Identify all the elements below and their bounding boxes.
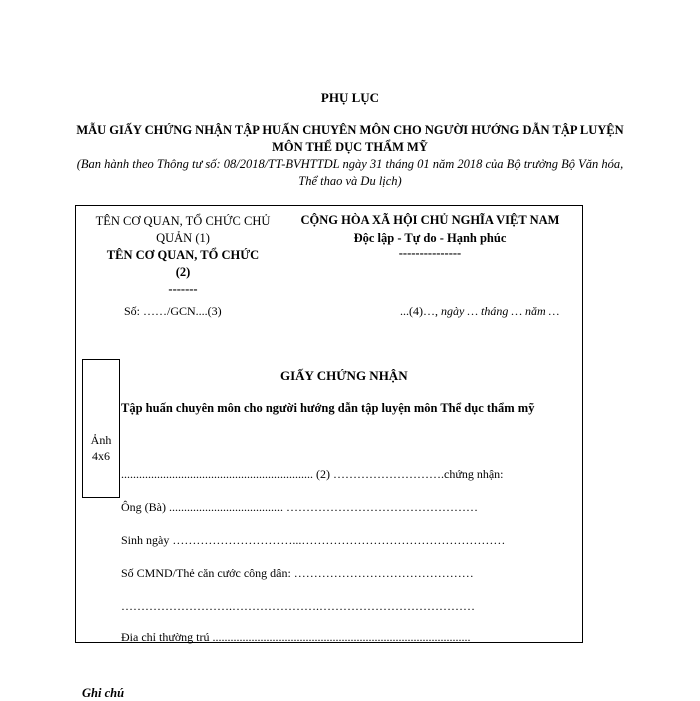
certifier-line: ................................................................ (2) ……………………….chứng nhận: — [121, 467, 504, 481]
date-place: ...(4)…, — [400, 304, 438, 318]
certificate-subject: Tập huấn chuyên môn cho người hướng dẫn tập luyện môn Thể dục thẩm mỹ — [121, 401, 535, 415]
dob-line: Sinh ngày …………………………...…………………………………………… — [121, 533, 506, 547]
id-line: Số CMND/Thẻ căn cước công dân: ……………………………………… — [121, 566, 474, 580]
note-label: Ghi chú — [82, 686, 125, 700]
document-subtitle-text: MẪU GIẤY CHỨNG NHẬN TẬP HUẤN CHUYÊN MÔN CHO NGƯỜI HƯỚNG DẪN TẬP LUYỆN MÔN THỂ DỤC THẨM MỸ — [76, 123, 624, 154]
photo-label: Ảnh 4x6 — [90, 433, 112, 463]
date-line — [400, 304, 559, 319]
agency-parent: TÊN CƠ QUAN, TỔ CHỨC CHỦ QUẢN (1) — [95, 214, 271, 245]
address-line: Địa chỉ thường trú ...................................................................................... — [121, 630, 471, 644]
document-subtitle — [0, 122, 700, 156]
agency-name: TÊN CƠ QUAN, TỔ CHỨC — [106, 248, 260, 262]
name-line: Ông (Bà) ...................................... ………………………………………… — [121, 500, 478, 514]
issued-note-text: (Ban hành theo Thông tư số: 08/2018/TT-BVHTTDL ngày 31 tháng 01 năm 2018 của Bộ trưởng Bộ Văn hóa, Thể thao và Du lịch) — [76, 157, 624, 188]
blank-line: ……………………….………………….………………………………… — [121, 599, 475, 613]
photo-frame — [82, 359, 120, 498]
motto-dash: --------------- — [398, 246, 462, 260]
certificate-title: GIẤY CHỨNG NHẬN — [280, 368, 408, 383]
date-text: ngày … tháng … năm … — [441, 304, 560, 318]
number-line: Số: ……/GCN....(3) — [124, 304, 222, 318]
issued-note — [0, 156, 700, 190]
agency-dash: ------- — [168, 282, 198, 296]
agency-note: (2) — [175, 265, 191, 279]
motto: Độc lập - Tự do - Hạnh phúc — [353, 231, 507, 245]
country-name: CỘNG HÒA XÃ HỘI CHỦ NGHĨA VIỆT NAM — [300, 213, 560, 227]
document-title: PHỤ LỤC — [320, 90, 380, 105]
